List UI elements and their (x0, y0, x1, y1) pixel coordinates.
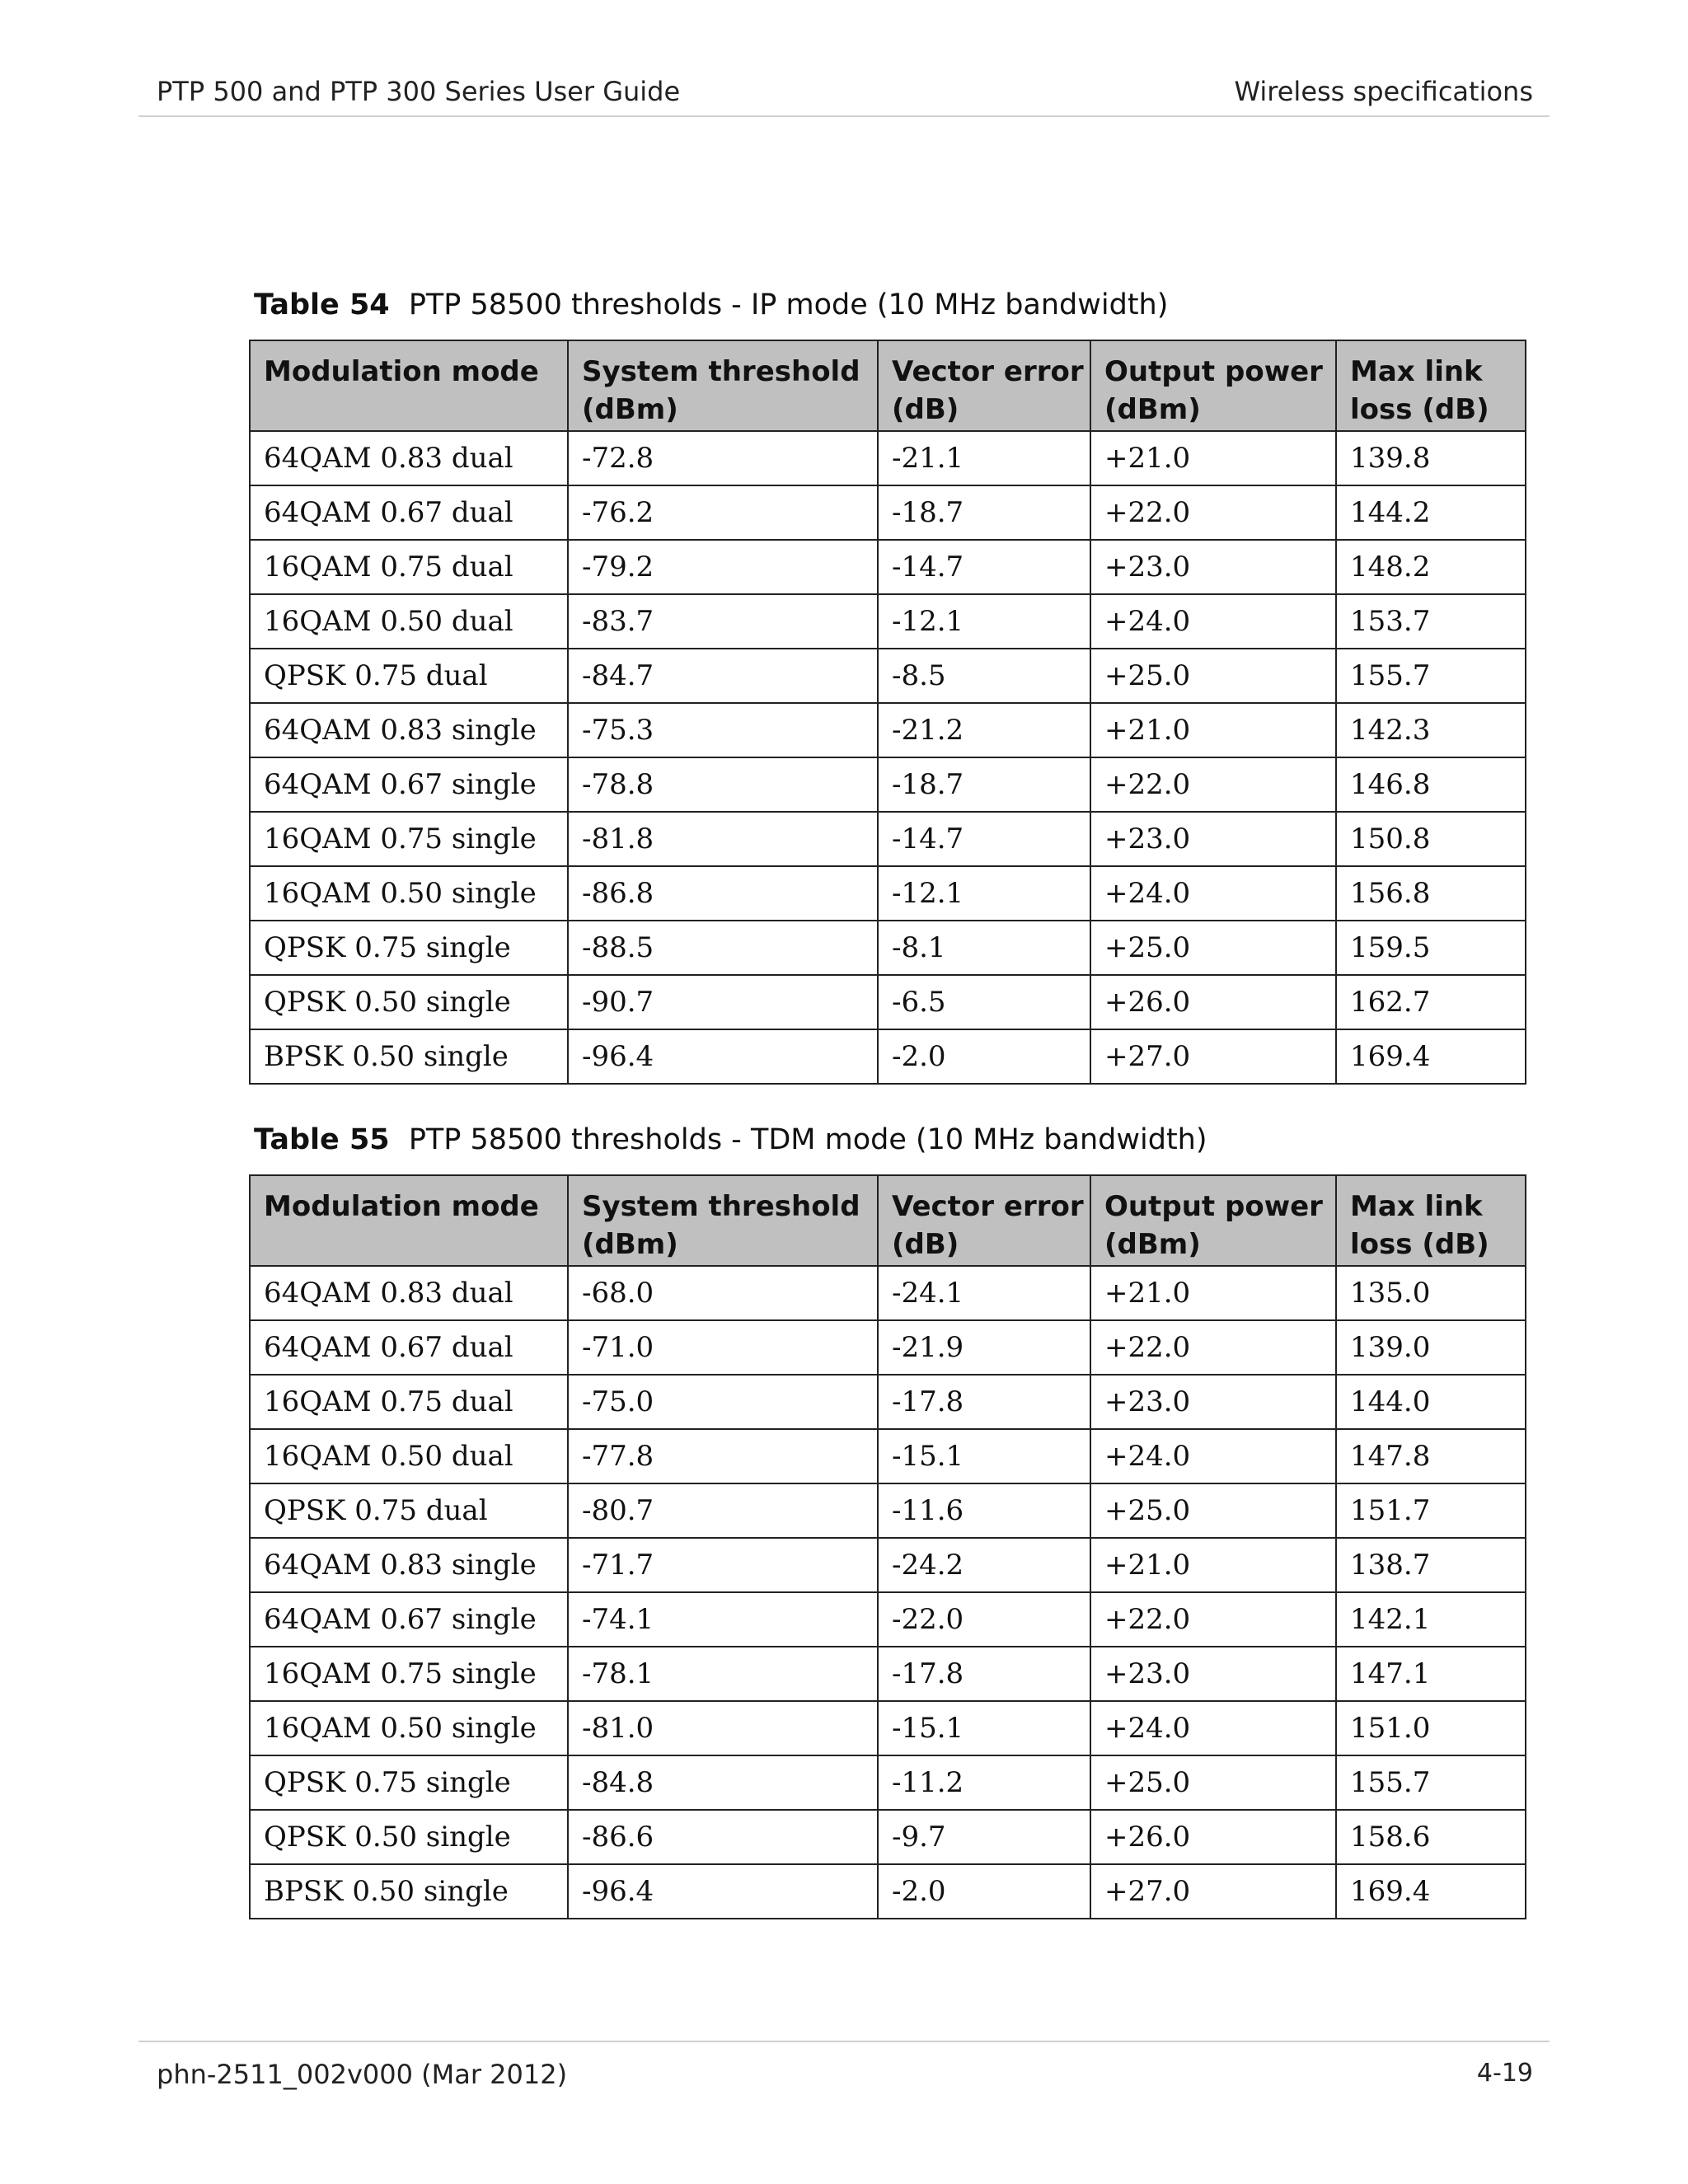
table-cell: 147.8 (1336, 1429, 1526, 1483)
table-cell: 16QAM 0.50 dual (250, 594, 568, 649)
table-cell: QPSK 0.75 single (250, 921, 568, 975)
table-cell: -74.1 (568, 1592, 878, 1647)
table-cell: -15.1 (878, 1429, 1090, 1483)
table-cell: 16QAM 0.75 dual (250, 1375, 568, 1429)
table-title: PTP 58500 thresholds - TDM mode (10 MHz bandwidth) (408, 1123, 1207, 1156)
table-cell: +22.0 (1090, 485, 1336, 540)
header-row (250, 340, 1526, 431)
table-cell: +22.0 (1090, 1320, 1336, 1375)
column-header: Output power (dBm) (1090, 1175, 1336, 1266)
table-cell: QPSK 0.50 single (250, 975, 568, 1029)
table-cell: +25.0 (1090, 649, 1336, 703)
table-cell: -68.0 (568, 1266, 878, 1320)
table-row (250, 1029, 1526, 1084)
table-cell: -2.0 (878, 1864, 1090, 1919)
table-row (250, 649, 1526, 703)
table-cell: -78.1 (568, 1647, 878, 1701)
table-body (250, 1266, 1526, 1919)
table-cell: 139.0 (1336, 1320, 1526, 1375)
page-footer (138, 2041, 1550, 2092)
table-cell: 64QAM 0.83 single (250, 1538, 568, 1592)
table-cell: -18.7 (878, 485, 1090, 540)
table-cell: -8.1 (878, 921, 1090, 975)
table-cell: 64QAM 0.83 dual (250, 431, 568, 485)
table-cell: +21.0 (1090, 1538, 1336, 1592)
header-section-title: Wireless specifications (1234, 76, 1533, 107)
table-cell: -9.7 (878, 1810, 1090, 1864)
table-body (250, 431, 1526, 1084)
table-cell: +25.0 (1090, 1755, 1336, 1810)
column-header: Max link loss (dB) (1336, 340, 1526, 431)
table-number: Table 55 (254, 1123, 390, 1156)
table-cell: 169.4 (1336, 1029, 1526, 1084)
column-header: Output power (dBm) (1090, 340, 1336, 431)
table-row (250, 1755, 1526, 1810)
table-cell: +27.0 (1090, 1029, 1336, 1084)
table-cell: 135.0 (1336, 1266, 1526, 1320)
table-caption (254, 288, 1168, 321)
column-header: Modulation mode (250, 340, 568, 431)
table-cell: -81.8 (568, 812, 878, 866)
table-caption (254, 1123, 1207, 1156)
column-header: Vector error (dB) (878, 340, 1090, 431)
table-cell: +24.0 (1090, 866, 1336, 921)
threshold-table-tdm-mode (249, 1174, 1526, 1919)
table-cell: 138.7 (1336, 1538, 1526, 1592)
header-row (250, 1175, 1526, 1266)
table-cell: 146.8 (1336, 757, 1526, 812)
table-cell: -8.5 (878, 649, 1090, 703)
table-cell: -86.6 (568, 1810, 878, 1864)
table-cell: 148.2 (1336, 540, 1526, 594)
footer-doc-id: phn-2511_002v000 (Mar 2012) (157, 2059, 568, 2090)
table-row (250, 1810, 1526, 1864)
table-cell: -75.3 (568, 703, 878, 757)
table-header (250, 340, 1526, 431)
table-cell: 144.0 (1336, 1375, 1526, 1429)
table-cell: 158.6 (1336, 1810, 1526, 1864)
table-cell: +25.0 (1090, 921, 1336, 975)
table-cell: -22.0 (878, 1592, 1090, 1647)
table-cell: -18.7 (878, 757, 1090, 812)
table-cell: +22.0 (1090, 757, 1336, 812)
table-cell: -72.8 (568, 431, 878, 485)
table-cell: +23.0 (1090, 812, 1336, 866)
table-cell: +21.0 (1090, 431, 1336, 485)
table-row (250, 812, 1526, 866)
table-cell: +23.0 (1090, 1647, 1336, 1701)
table-cell: 151.0 (1336, 1701, 1526, 1755)
table-cell: QPSK 0.75 single (250, 1755, 568, 1810)
table-cell: -90.7 (568, 975, 878, 1029)
table-cell: -17.8 (878, 1647, 1090, 1701)
table-cell: 142.1 (1336, 1592, 1526, 1647)
table-row (250, 703, 1526, 757)
table-cell: +22.0 (1090, 1592, 1336, 1647)
table-cell: 156.8 (1336, 866, 1526, 921)
table-cell: QPSK 0.75 dual (250, 1483, 568, 1538)
table-row (250, 485, 1526, 540)
table-cell: 16QAM 0.50 single (250, 866, 568, 921)
table-cell: 64QAM 0.67 single (250, 1592, 568, 1647)
table-cell: +23.0 (1090, 540, 1336, 594)
table-cell: -12.1 (878, 594, 1090, 649)
table-cell: 139.8 (1336, 431, 1526, 485)
table-cell: 150.8 (1336, 812, 1526, 866)
table-cell: 16QAM 0.50 single (250, 1701, 568, 1755)
table-number: Table 54 (254, 288, 390, 321)
table-cell: 159.5 (1336, 921, 1526, 975)
threshold-table-ip-mode (249, 340, 1526, 1085)
table-row (250, 540, 1526, 594)
table-cell: +25.0 (1090, 1483, 1336, 1538)
table-cell: -21.9 (878, 1320, 1090, 1375)
table-row (250, 1429, 1526, 1483)
table-cell: 16QAM 0.75 single (250, 812, 568, 866)
page-header (138, 76, 1550, 117)
table-row (250, 594, 1526, 649)
table-cell: 16QAM 0.75 dual (250, 540, 568, 594)
table-cell: -75.0 (568, 1375, 878, 1429)
table-cell: -24.2 (878, 1538, 1090, 1592)
table-cell: 147.1 (1336, 1647, 1526, 1701)
table-cell: BPSK 0.50 single (250, 1029, 568, 1084)
table-cell: -21.2 (878, 703, 1090, 757)
table-header (250, 1175, 1526, 1266)
table-cell: QPSK 0.75 dual (250, 649, 568, 703)
table-row (250, 1647, 1526, 1701)
table-cell: 151.7 (1336, 1483, 1526, 1538)
table-cell: -2.0 (878, 1029, 1090, 1084)
table-cell: -84.8 (568, 1755, 878, 1810)
table-row (250, 431, 1526, 485)
table-row (250, 975, 1526, 1029)
table-cell: 64QAM 0.67 single (250, 757, 568, 812)
table-cell: 16QAM 0.75 single (250, 1647, 568, 1701)
table-cell: 64QAM 0.83 single (250, 703, 568, 757)
table-cell: -96.4 (568, 1864, 878, 1919)
table-cell: -79.2 (568, 540, 878, 594)
table-cell: -11.2 (878, 1755, 1090, 1810)
table-row (250, 921, 1526, 975)
column-header: Max link loss (dB) (1336, 1175, 1526, 1266)
table-cell: +26.0 (1090, 1810, 1336, 1864)
table-title: PTP 58500 thresholds - IP mode (10 MHz bandwidth) (408, 288, 1169, 321)
table-cell: 64QAM 0.67 dual (250, 1320, 568, 1375)
column-header: Vector error (dB) (878, 1175, 1090, 1266)
table-cell: -71.7 (568, 1538, 878, 1592)
table-cell: +27.0 (1090, 1864, 1336, 1919)
table-row (250, 1320, 1526, 1375)
table-cell: -80.7 (568, 1483, 878, 1538)
table-cell: -81.0 (568, 1701, 878, 1755)
table-row (250, 1592, 1526, 1647)
table-cell: +24.0 (1090, 1429, 1336, 1483)
table-cell: -71.0 (568, 1320, 878, 1375)
column-header: Modulation mode (250, 1175, 568, 1266)
table-cell: 142.3 (1336, 703, 1526, 757)
table-cell: +21.0 (1090, 1266, 1336, 1320)
table-cell: 64QAM 0.67 dual (250, 485, 568, 540)
table-cell: QPSK 0.50 single (250, 1810, 568, 1864)
table-cell: +23.0 (1090, 1375, 1336, 1429)
table-cell: -17.8 (878, 1375, 1090, 1429)
table-cell: +24.0 (1090, 594, 1336, 649)
table-row (250, 1538, 1526, 1592)
table-cell: BPSK 0.50 single (250, 1864, 568, 1919)
table-cell: -11.6 (878, 1483, 1090, 1538)
table-row (250, 866, 1526, 921)
table-row (250, 1864, 1526, 1919)
table-cell: -15.1 (878, 1701, 1090, 1755)
table-row (250, 1483, 1526, 1538)
table-cell: 162.7 (1336, 975, 1526, 1029)
table-cell: -21.1 (878, 431, 1090, 485)
column-header: System threshold (dBm) (568, 1175, 878, 1266)
table-row (250, 1701, 1526, 1755)
table-cell: +21.0 (1090, 703, 1336, 757)
table-cell: -78.8 (568, 757, 878, 812)
table-cell: -14.7 (878, 812, 1090, 866)
page-number: 4-19 (1476, 2059, 1533, 2088)
table-cell: 155.7 (1336, 649, 1526, 703)
table-cell: 144.2 (1336, 485, 1526, 540)
table-cell: -84.7 (568, 649, 878, 703)
table-cell: 64QAM 0.83 dual (250, 1266, 568, 1320)
table-cell: 155.7 (1336, 1755, 1526, 1810)
table-cell: -88.5 (568, 921, 878, 975)
table-cell: 153.7 (1336, 594, 1526, 649)
table-cell: -24.1 (878, 1266, 1090, 1320)
header-doc-title: PTP 500 and PTP 300 Series User Guide (157, 76, 681, 107)
column-header: System threshold (dBm) (568, 340, 878, 431)
table-cell: -77.8 (568, 1429, 878, 1483)
table-row (250, 1266, 1526, 1320)
table-row (250, 1375, 1526, 1429)
table-cell: -86.8 (568, 866, 878, 921)
table-cell: +24.0 (1090, 1701, 1336, 1755)
table-cell: 169.4 (1336, 1864, 1526, 1919)
table-cell: -14.7 (878, 540, 1090, 594)
table-row (250, 757, 1526, 812)
table-cell: -6.5 (878, 975, 1090, 1029)
table-cell: 16QAM 0.50 dual (250, 1429, 568, 1483)
table-cell: +26.0 (1090, 975, 1336, 1029)
table-cell: -96.4 (568, 1029, 878, 1084)
table-cell: -12.1 (878, 866, 1090, 921)
table-cell: -83.7 (568, 594, 878, 649)
table-cell: -76.2 (568, 485, 878, 540)
